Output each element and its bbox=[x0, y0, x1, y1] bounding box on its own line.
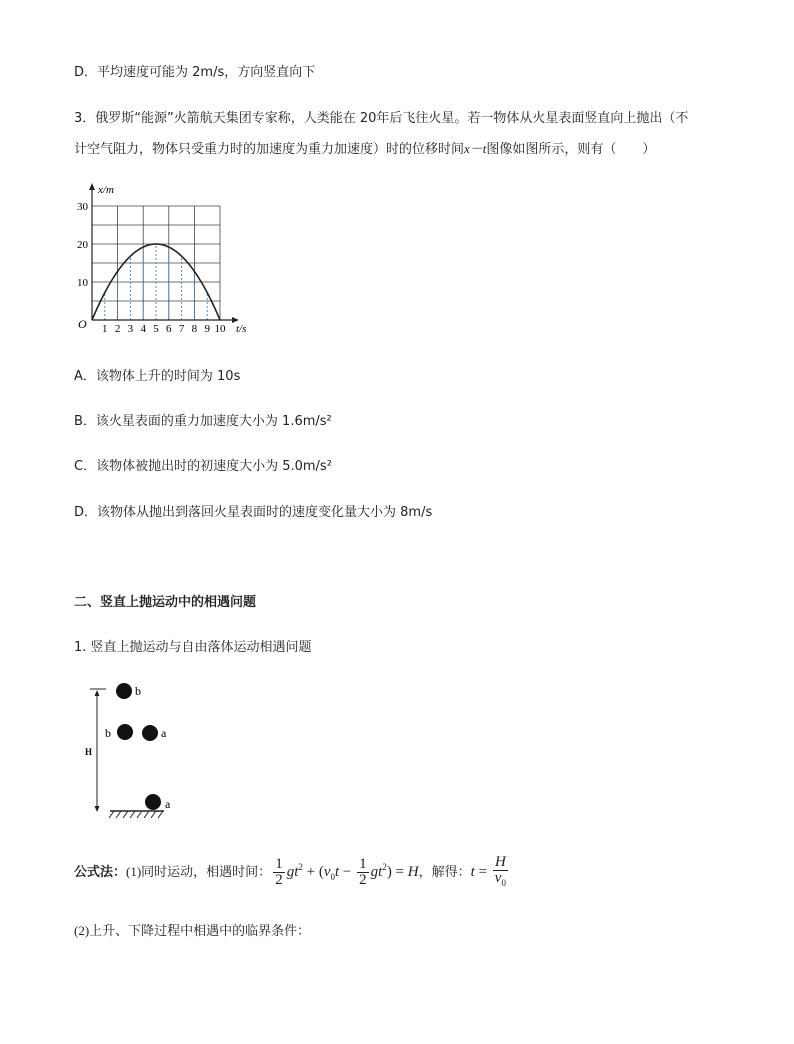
section2-heading: 二、竖直上抛运动中的相遇问题 bbox=[74, 595, 257, 610]
chart-xlabel: t/s bbox=[236, 323, 247, 335]
x-tick-label: 2 bbox=[114, 323, 121, 335]
q3-option-d: D．该物体从抛出到落回火星表面时的速度变化量大小为 8m/s bbox=[74, 505, 433, 520]
q3-stem-text-a: 计空气阻力，物体只受重力时的加速度为重力加速度）时的位移时间 bbox=[74, 142, 465, 157]
q3-stem-var: x－t bbox=[464, 141, 487, 156]
formula-text-1: (1)同时运动，相遇时间： bbox=[126, 864, 272, 879]
ball-b-mid bbox=[117, 724, 133, 740]
meeting-equation: $\frac{1}{2}$ $gt^2 + (v_0t$ − $\frac{1}{2}$ $gt^2) = H$ bbox=[275, 856, 419, 889]
q2-option-d: D．平均速度可能为 2m/s，方向竖直向下 bbox=[74, 65, 316, 80]
formula-title: 公式法： bbox=[74, 865, 127, 880]
q3-stem-line1: 3．俄罗斯“能源”火箭航天集团专家称，人类能在 20年后飞往火星。若一物体从火星表面竖直向上抛出（不 bbox=[74, 111, 689, 126]
x-tick-label: 10 bbox=[214, 323, 226, 335]
q3-option-c: C．该物体被抛出时的初速度大小为 5.0m/s² bbox=[74, 459, 332, 474]
h-arrow-up bbox=[95, 690, 100, 696]
solution-equation: t = $\frac{H}{v_0}$ bbox=[470, 853, 506, 888]
h-label: H bbox=[85, 747, 93, 757]
q3-stem-text-b: 图像如图所示，则有（ ） bbox=[486, 142, 656, 157]
chart-ylabel: x/m bbox=[98, 184, 114, 196]
ball-b-top bbox=[116, 683, 132, 699]
section2-item1: 1. 竖直上抛运动与自由落体运动相遇问题 bbox=[74, 640, 312, 655]
meeting-diagram bbox=[80, 678, 200, 828]
q3-stem-line2 bbox=[74, 140, 655, 159]
x-tick-label: 6 bbox=[166, 323, 172, 335]
ground-hatch bbox=[109, 811, 163, 818]
chart-axes bbox=[89, 183, 239, 323]
chart-tick-labels bbox=[77, 201, 226, 335]
x-tick-label: 3 bbox=[127, 323, 134, 335]
x-tick-label: 4 bbox=[140, 323, 146, 335]
ball-a-bottom-label: a bbox=[165, 797, 171, 811]
part2-text: (2)上升、下降过程中相遇中的临界条件： bbox=[74, 923, 311, 938]
chart-origin-label: O bbox=[78, 317, 87, 331]
x-tick-label: 5 bbox=[153, 323, 159, 335]
x-tick-label: 1 bbox=[102, 323, 108, 335]
q3-option-a: A．该物体上升的时间为 10s bbox=[74, 369, 241, 384]
ball-a-bottom bbox=[145, 794, 161, 810]
ball-a-mid bbox=[142, 725, 158, 741]
y-tick-label: 20 bbox=[77, 239, 88, 251]
q3-option-b: B．该火星表面的重力加速度大小为 1.6m/s² bbox=[74, 414, 332, 429]
h-arrow-down bbox=[95, 806, 100, 812]
ball-a-mid-label: a bbox=[161, 726, 167, 740]
x-tick-label: 9 bbox=[204, 323, 210, 335]
formula-text-2: ，解得： bbox=[418, 864, 471, 879]
ball-b-mid-label: b bbox=[105, 726, 111, 740]
y-tick-label: 30 bbox=[77, 201, 88, 213]
y-tick-label: 10 bbox=[77, 277, 88, 289]
y-axis-arrow bbox=[89, 183, 95, 190]
formula-line bbox=[74, 846, 510, 888]
x-tick-label: 8 bbox=[191, 323, 198, 335]
x-tick-label: 7 bbox=[178, 323, 185, 335]
ball-b-top-label: b bbox=[135, 684, 141, 698]
xt-chart bbox=[70, 180, 270, 340]
